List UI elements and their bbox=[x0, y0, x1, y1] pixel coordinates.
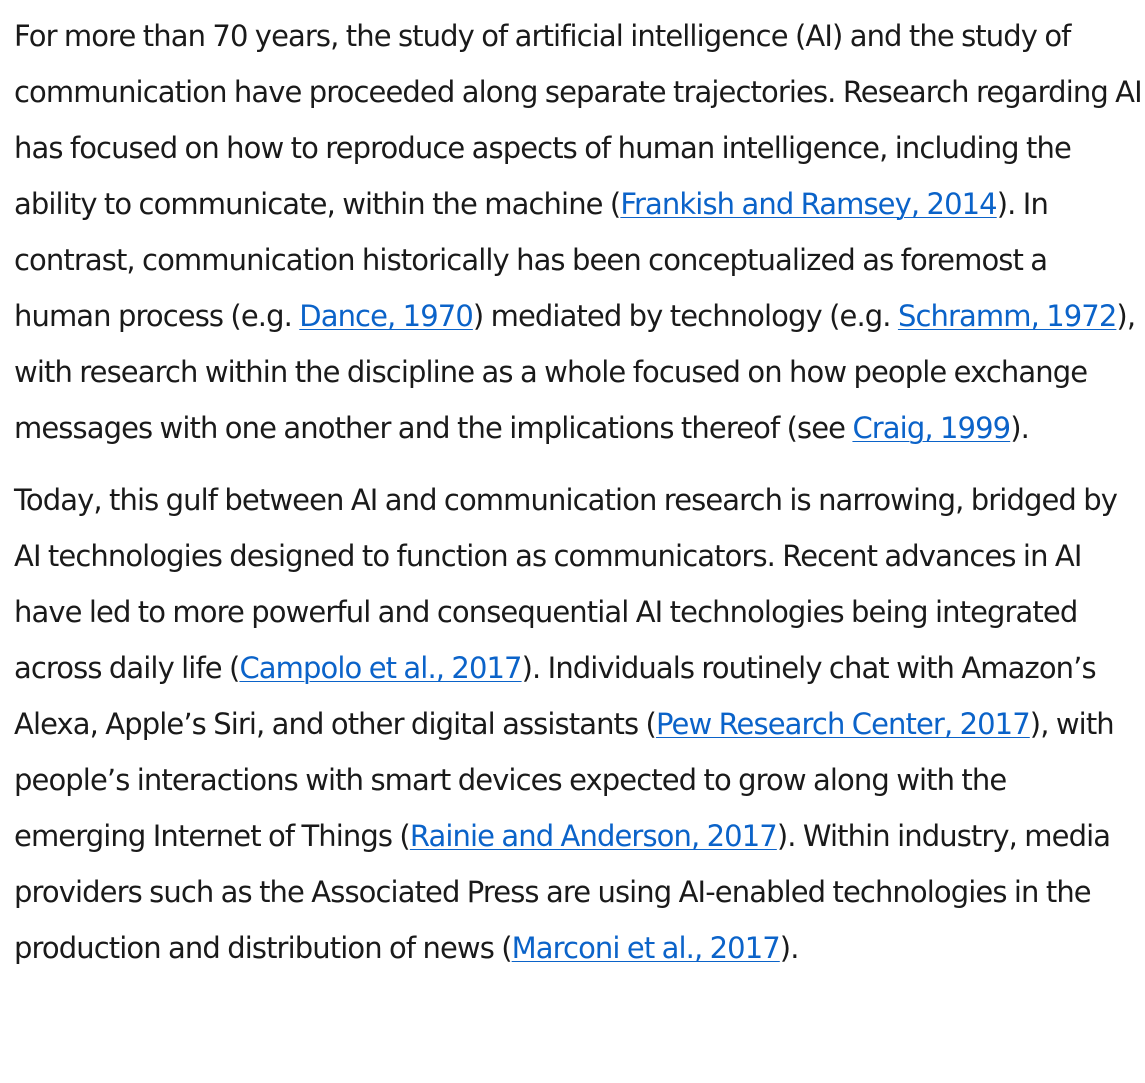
text-segment: ). Individuals routinely chat with Amazon’s Alexa, Apple’s Siri, and other digital assistants ( bbox=[14, 651, 1096, 741]
citation-link-campolo-2017[interactable]: Campolo et al., 2017 bbox=[239, 651, 522, 685]
text-segment: ). Within industry, media providers such as the Associated Press are using AI-enabled technologies in the production and distribution of news ( bbox=[14, 819, 1111, 965]
citation-link-pew-research-center-2017[interactable]: Pew Research Center, 2017 bbox=[655, 707, 1030, 741]
text-segment: Today, this gulf between AI and communication research is narrowing, bridged by AI technologies designed to function as communicators. Recent advances in AI have led to more powerful and consequential AI technologies being integrated across daily life ( bbox=[14, 483, 1118, 685]
text-segment: ). bbox=[779, 931, 799, 965]
citation-link-craig-1999[interactable]: Craig, 1999 bbox=[852, 411, 1011, 445]
text-segment: ), with people’s interactions with smart devices expected to grow along with the emerging Internet of Things ( bbox=[14, 707, 1114, 853]
text-segment: For more than 70 years, the study of artificial intelligence (AI) and the study of communication have proceeded along separate trajectories. Research regarding AI has focused on how to reproduce aspects of human intelligence, including the ability to communicate, within the machine ( bbox=[14, 19, 1142, 221]
paragraph-2 bbox=[14, 472, 1145, 976]
citation-link-marconi-2017[interactable]: Marconi et al., 2017 bbox=[511, 931, 780, 965]
paragraph-1 bbox=[14, 8, 1145, 456]
citation-link-rainie-anderson-2017[interactable]: Rainie and Anderson, 2017 bbox=[409, 819, 777, 853]
citation-link-frankish-ramsey-2014[interactable]: Frankish and Ramsey, 2014 bbox=[620, 187, 997, 221]
text-segment: ) mediated by technology (e.g. bbox=[472, 299, 898, 333]
text-segment: ). bbox=[1010, 411, 1029, 445]
citation-link-dance-1970[interactable]: Dance, 1970 bbox=[299, 299, 473, 333]
text-segment: ), with research within the discipline as a whole focused on how people exchange messages with one another and the implications thereof (see bbox=[14, 299, 1136, 445]
text-segment: ). In contrast, communication historically has been conceptualized as foremost a human process (e.g. bbox=[14, 187, 1048, 333]
citation-link-schramm-1972[interactable]: Schramm, 1972 bbox=[897, 299, 1117, 333]
